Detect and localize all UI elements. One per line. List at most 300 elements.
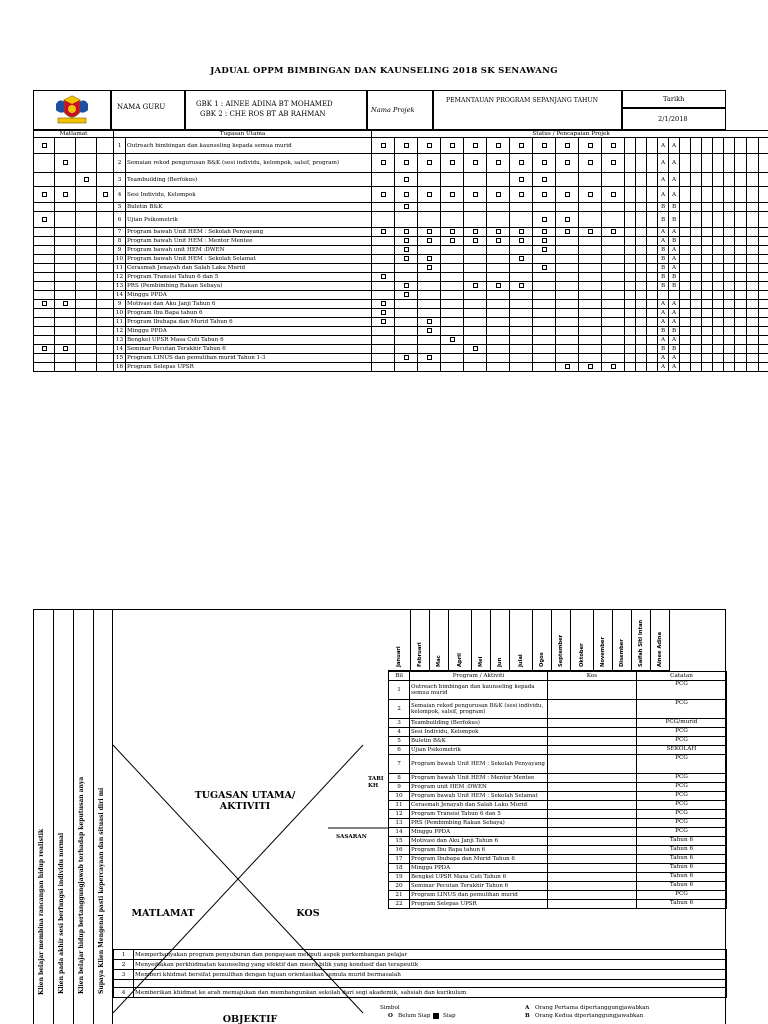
status-circle-icon [496,283,501,288]
status-cell [372,300,395,309]
status-cell [487,363,510,372]
projek-value: PEMANTAUAN PROGRAM SEPANJANG TAHUN [446,97,599,104]
status-circle-icon [404,204,409,209]
list-row [389,700,727,719]
list-kos [548,755,637,774]
status-cell [487,336,510,345]
list-catatan: Tahun 6 [637,900,727,909]
list-program: Cerasmah Jenayah dan Salah Laku Murid [410,801,548,810]
spacer-cell [636,273,647,282]
person-b-cell: B [669,237,680,246]
list-bil: 6 [389,746,410,755]
empty-cell [724,154,735,173]
status-cell [441,309,464,318]
row-number: 9 [114,300,126,309]
empty-cell [759,273,768,282]
status-cell [533,300,556,309]
spacer-cell [647,246,658,255]
empty-cell [691,318,702,327]
empty-cell [713,273,724,282]
spacer-cell [636,363,647,372]
matlamat-cell [34,173,55,187]
status-cell [441,354,464,363]
matlamat-cell [55,255,76,264]
spacer-cell [647,291,658,300]
empty-cell [702,300,713,309]
list-kos-header: Kos [548,672,637,681]
gbk2-name: GBK 2 : CHE ROS BT AB RAHMAN [200,110,326,118]
month-column [651,609,670,671]
empty-cell [759,255,768,264]
status-cell [579,273,602,282]
status-cell [487,212,510,228]
empty-cell [735,354,747,363]
empty-cell [702,336,713,345]
person-a-cell: A [658,187,669,203]
list-bil: 20 [389,882,410,891]
matlamat-cell [55,291,76,300]
matlamat-cell [55,282,76,291]
matlamat-cell [55,246,76,255]
status-circle-icon [381,319,386,324]
status-cell [579,282,602,291]
person-a-cell: B [658,282,669,291]
status-cell [418,173,441,187]
empty-cell [691,173,702,187]
status-cell [441,154,464,173]
status-cell [556,246,579,255]
status-circle-icon [565,160,570,165]
matlamat-cell [34,264,55,273]
list-catatan: PCG [637,700,727,719]
matlamat-cell [34,345,55,354]
status-cell [464,363,487,372]
matlamat-cell [76,300,97,309]
empty-cell [680,345,691,354]
status-cell [441,246,464,255]
status-cell [395,237,418,246]
status-cell [510,228,533,237]
status-cell [395,336,418,345]
list-catatan: Tahun 6 [637,882,727,891]
list-row [389,810,727,819]
empty-cell [759,354,768,363]
status-cell [556,173,579,187]
status-circle-icon [381,229,386,234]
empty-cell [713,327,724,336]
status-cell [510,318,533,327]
matlamat-cell [34,300,55,309]
status-circle-icon [427,192,432,197]
status-circle-icon [565,217,570,222]
matlamat-cell [97,363,114,372]
person-b-cell: A [669,309,680,318]
status-cell [510,203,533,212]
row-number: 10 [114,255,126,264]
sasaran-label: SASARAN [336,834,367,840]
empty-cell [724,282,735,291]
status-cell [487,282,510,291]
table-row [34,300,768,309]
row-number: 10 [114,309,126,318]
empty-cell [735,318,747,327]
matlamat-cell [97,173,114,187]
empty-cell [735,187,747,203]
month-label: Mac [435,655,442,667]
empty-cell [680,282,691,291]
status-cell [464,291,487,300]
empty-cell [724,138,735,154]
matlamat-cell [76,237,97,246]
empty-cell [702,345,713,354]
status-cell [533,246,556,255]
list-bil: 11 [389,801,410,810]
empty-cell [702,187,713,203]
status-cell [441,363,464,372]
person-a-cell: B [658,246,669,255]
matlamat-cell [76,327,97,336]
empty-cell [735,264,747,273]
empty-cell [691,228,702,237]
status-cell [441,300,464,309]
matlamat-cell [34,327,55,336]
list-catatan: PCG [637,801,727,810]
status-circle-icon [381,274,386,279]
status-circle-icon [473,238,478,243]
status-cell [533,363,556,372]
status-cell [464,203,487,212]
status-cell [510,264,533,273]
list-row [389,846,727,855]
spacer-cell [625,255,636,264]
list-bil: 2 [389,700,410,719]
objective-number: 2 [114,960,134,970]
status-circle-icon [381,143,386,148]
empty-cell [680,212,691,228]
spacer-cell [647,345,658,354]
status-cell [372,255,395,264]
empty-cell [691,237,702,246]
status-cell [556,255,579,264]
empty-cell [702,255,713,264]
status-header: Status / Pencapaian Projek [372,131,768,138]
status-cell [579,138,602,154]
spacer-cell [647,273,658,282]
status-cell [418,282,441,291]
person-b-cell: A [669,363,680,372]
person-b-cell: A [669,255,680,264]
empty-cell [724,228,735,237]
empty-cell [713,212,724,228]
status-cell [533,138,556,154]
list-row [389,864,727,873]
list-kos [548,855,637,864]
list-kos [548,801,637,810]
empty-cell [713,282,724,291]
status-cell [556,327,579,336]
status-cell [464,354,487,363]
status-cell [418,212,441,228]
status-cell [395,138,418,154]
status-cell [602,212,625,228]
objectives-table [113,949,727,998]
status-circle-icon [42,143,47,148]
person-b-cell: A [669,138,680,154]
matlamat-cell [97,255,114,264]
status-cell [441,203,464,212]
list-catatan: PCG [637,792,727,801]
matlamat-cell [76,309,97,318]
legend-b-text: Orang Kedua dipertanggungjawabkan [535,1013,644,1019]
empty-cell [680,318,691,327]
empty-cell [735,212,747,228]
row-number: 13 [114,282,126,291]
empty-cell [680,291,691,300]
empty-cell [759,154,768,173]
status-cell [510,363,533,372]
person-b-cell: A [669,318,680,327]
side-label-3: Klien belajar hidup bertanggungjawab terhadap keputusan anya [78,776,85,994]
status-cell [602,273,625,282]
empty-cell [759,264,768,273]
status-cell [602,318,625,327]
row-number: 5 [114,203,126,212]
spacer-cell [625,138,636,154]
status-circle-icon [42,301,47,306]
empty-cell [713,309,724,318]
status-circle-icon [404,355,409,360]
status-circle-icon [427,229,432,234]
objective-spacer-row [114,980,727,988]
status-cell [602,255,625,264]
status-cell [441,318,464,327]
list-program: Seminar Pecutan Terakhir Tahun 6 [410,882,548,891]
empty-cell [747,228,759,237]
status-cell [441,173,464,187]
status-cell [464,154,487,173]
row-number: 14 [114,291,126,300]
status-cell [372,173,395,187]
empty-cell [691,246,702,255]
status-circle-icon [519,160,524,165]
list-catatan: Tahun 6 [637,846,727,855]
legend-b: B [525,1013,530,1019]
list-program: Program unit HEM :DWEN [410,783,548,792]
task-name: Program Transisi Tahun 6 dan 5 [126,273,372,282]
status-cell [556,273,579,282]
status-circle-icon [565,229,570,234]
matlamat-cell [76,363,97,372]
empty-cell [747,327,759,336]
matlamat-cell [76,345,97,354]
status-cell [464,212,487,228]
spacer-cell [647,327,658,336]
status-cell [464,345,487,354]
status-cell [510,273,533,282]
list-catatan: PCG [637,810,727,819]
matlamat-cell [76,203,97,212]
legend-simbol: Simbol [380,1005,400,1011]
empty-cell [747,363,759,372]
month-label: Ogos [538,652,545,667]
list-program: Ujian Psikometrik [410,746,548,755]
status-circle-icon [404,229,409,234]
empty-cell [735,300,747,309]
empty-cell [713,246,724,255]
matlamat-cell [55,363,76,372]
spacer-cell [625,237,636,246]
objective-row [114,970,727,980]
nama-projek-label: Nama Projek [371,106,415,114]
table-row [34,203,768,212]
status-circle-icon [427,265,432,270]
list-program: Minggu PPDA [410,864,548,873]
school-crest-icon [52,94,92,126]
list-bil: 15 [389,837,410,846]
status-cell [395,187,418,203]
status-cell [533,203,556,212]
list-kos [548,882,637,891]
empty-cell [691,187,702,203]
empty-cell [713,154,724,173]
status-cell [418,138,441,154]
list-program: Program Transisi Tahun 6 dan 5 [410,810,548,819]
status-cell [464,273,487,282]
status-cell [464,309,487,318]
status-cell [533,255,556,264]
list-row [389,819,727,828]
status-cell [556,264,579,273]
status-cell [487,300,510,309]
status-cell [395,273,418,282]
matlamat-cell [97,309,114,318]
spacer-cell [625,246,636,255]
legend-belum: Belum Siap [398,1013,431,1019]
row-number: 13 [114,336,126,345]
status-cell [395,282,418,291]
matlamat-cell [55,203,76,212]
empty-cell [724,212,735,228]
status-circle-icon [611,192,616,197]
empty-cell [691,363,702,372]
status-cell [510,300,533,309]
side-label-2: Klien pada akhir sesi berfungsi individu normal [58,832,65,994]
month-label: Ainee Adina [656,631,663,667]
objective-number: 4 [114,988,134,998]
list-row [389,837,727,846]
list-kos [548,737,637,746]
status-cell [533,345,556,354]
spacer-cell [625,228,636,237]
status-cell [533,237,556,246]
spacer-cell [625,282,636,291]
matlamat-cell [76,336,97,345]
list-program: Motivasi dan Aku Janji Tahun 6 [410,837,548,846]
task-name: Program Selepas UPSR [126,363,372,372]
list-bil: 5 [389,737,410,746]
status-cell [395,363,418,372]
table-row [34,173,768,187]
status-circle-icon [496,160,501,165]
list-program: Bengkel UPSR Masa Cuti Tahun 6 [410,873,548,882]
objective-number: 1 [114,950,134,960]
status-cell [441,327,464,336]
status-cell [602,246,625,255]
matlamat-cell [34,363,55,372]
spacer-cell [636,354,647,363]
list-bil: 4 [389,728,410,737]
spacer-cell [625,300,636,309]
person-a-cell: B [658,203,669,212]
person-b-cell: A [669,187,680,203]
table-row [34,264,768,273]
empty-cell [724,363,735,372]
matlamat-cell [34,255,55,264]
status-cell [441,138,464,154]
list-row [389,783,727,792]
status-cell [464,264,487,273]
status-cell [533,327,556,336]
list-bil: 14 [389,828,410,837]
matlamat-cell [97,291,114,300]
empty-cell [713,354,724,363]
status-cell [510,255,533,264]
spacer-cell [625,264,636,273]
status-cell [418,228,441,237]
status-cell [418,318,441,327]
spacer-cell [647,187,658,203]
empty-cell [691,345,702,354]
empty-cell [724,246,735,255]
month-label: Februari [416,642,423,667]
status-cell [395,345,418,354]
status-cell [533,282,556,291]
status-cell [602,203,625,212]
list-catatan: SEKOLAH [637,746,727,755]
list-catatan: Tahun 6 [637,855,727,864]
spacer-cell [636,309,647,318]
status-cell [441,273,464,282]
list-kos [548,728,637,737]
table-row [34,291,768,300]
matlamat-cell [76,282,97,291]
empty-cell [713,138,724,154]
status-cell [556,212,579,228]
spacer-cell [636,282,647,291]
spacer-cell [636,264,647,273]
spacer-cell [636,212,647,228]
status-cell [579,237,602,246]
status-cell [510,138,533,154]
status-cell [556,228,579,237]
status-circle-icon [427,143,432,148]
status-cell [464,246,487,255]
matlamat-cell [97,300,114,309]
status-cell [464,327,487,336]
empty-cell [713,336,724,345]
status-cell [487,237,510,246]
objektif-label: OBJEKTIF [222,1014,278,1024]
status-cell [372,309,395,318]
empty-cell [747,354,759,363]
list-kos [548,783,637,792]
matlamat-cell [55,264,76,273]
status-circle-icon [404,256,409,261]
status-cell [372,212,395,228]
status-circle-icon [473,192,478,197]
list-kos [548,719,637,728]
table-row [34,345,768,354]
